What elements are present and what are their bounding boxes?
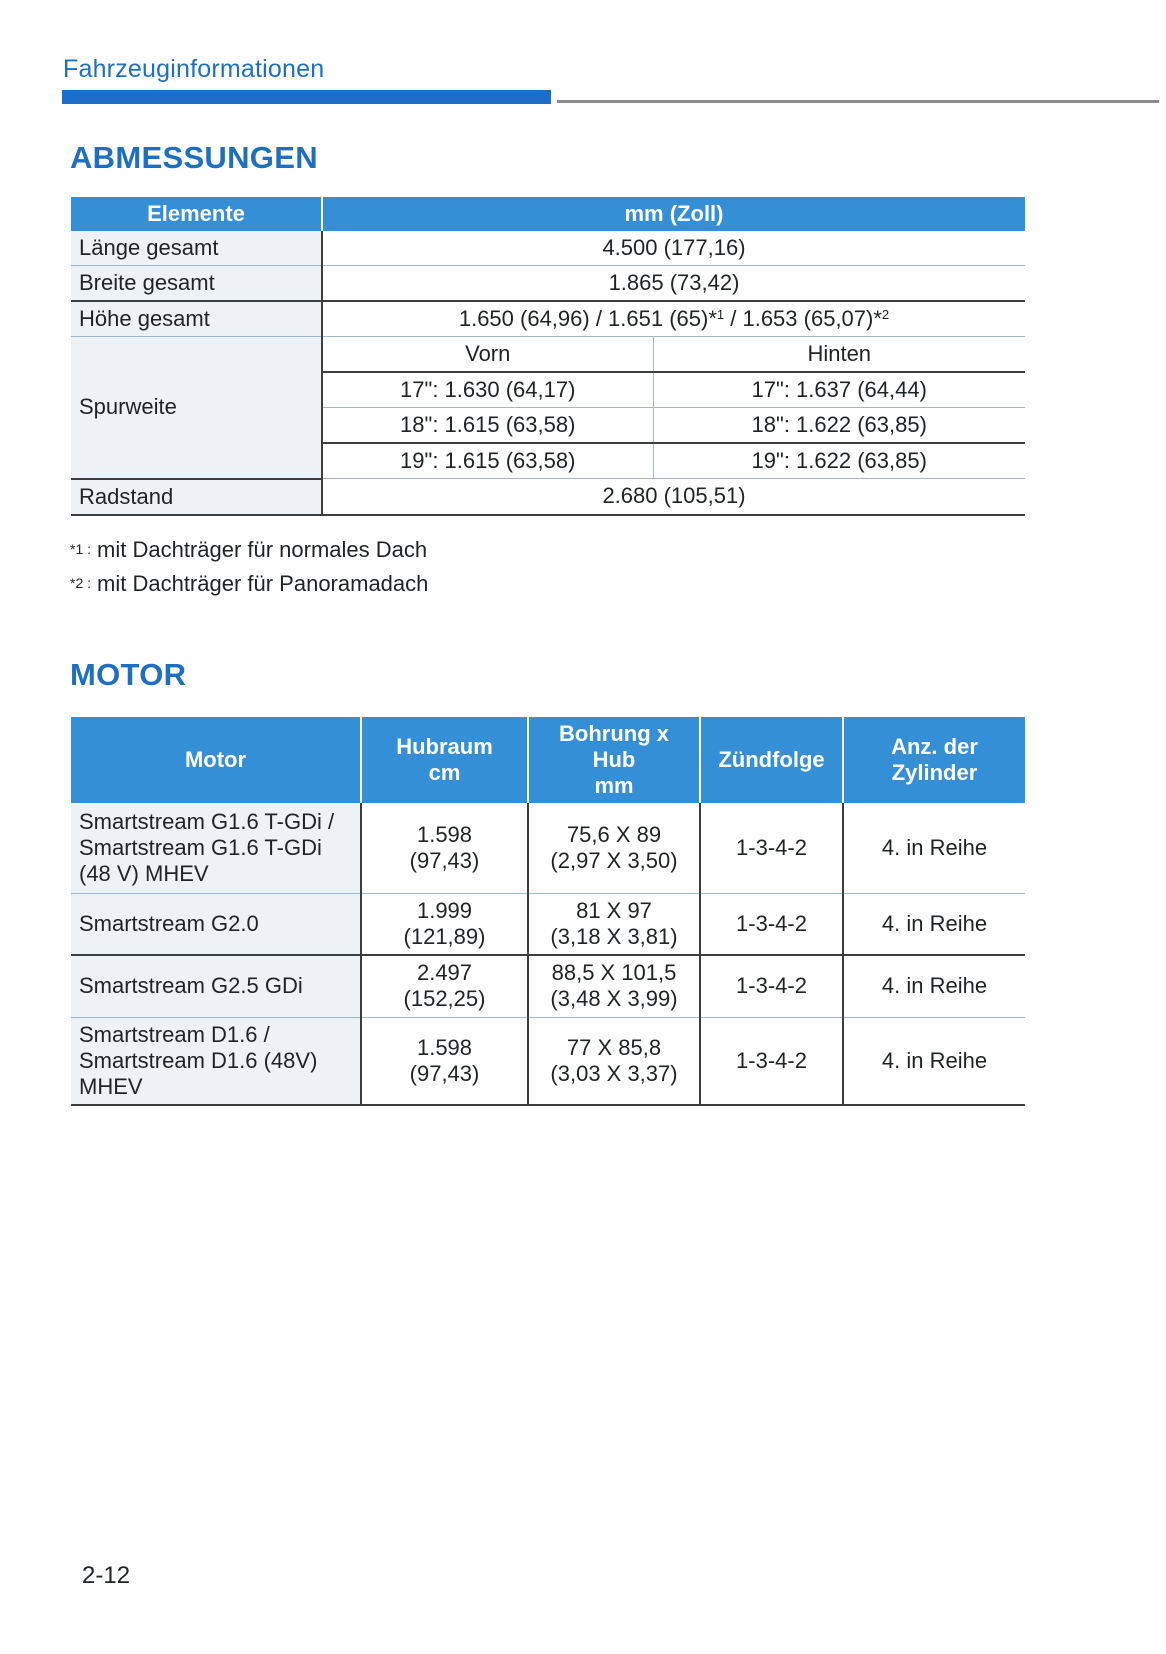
table-row <box>71 955 1025 1017</box>
value-line: 2.497 <box>416 960 473 986</box>
header-line: Anz. der <box>891 734 978 759</box>
value-line: (97,43) <box>409 1060 480 1086</box>
engine-bore-stroke <box>528 893 700 955</box>
engine-firing-order: 1-3-4-2 <box>700 1017 843 1105</box>
value-line: (3,03 X 3,37) <box>550 1060 678 1086</box>
dimensions-table <box>71 197 1025 516</box>
value-line: 75,6 X 89 <box>566 821 662 847</box>
engine-displacement <box>361 803 528 893</box>
value-line: 1.999 <box>416 897 473 923</box>
table-row <box>71 803 1025 893</box>
engine-bore-stroke <box>528 803 700 893</box>
table-header-row <box>71 717 1025 803</box>
engine-displacement <box>361 893 528 955</box>
column-header-displacement <box>361 717 528 803</box>
name-line: (48 V) MHEV <box>79 860 209 886</box>
header-rule <box>557 100 1159 103</box>
section-header: Fahrzeuginformationen <box>63 55 325 83</box>
header-line: Bohrung x <box>559 721 669 746</box>
engine-firing-order: 1-3-4-2 <box>700 955 843 1017</box>
engine-displacement <box>361 955 528 1017</box>
subheader-rear: Hinten <box>653 337 1025 373</box>
row-value-width: 1.865 (73,42) <box>322 266 1025 302</box>
track-rear-19: 19": 1.622 (63,85) <box>653 443 1025 479</box>
height-value-a: 1.650 (64,96) / 1.651 (65)* <box>458 306 717 331</box>
table-row <box>71 479 1025 515</box>
header-accent-bar <box>62 90 551 104</box>
column-header-motor: Motor <box>71 717 361 803</box>
header-line: Hub <box>592 747 636 772</box>
engine-bore-stroke <box>528 1017 700 1105</box>
footnote-text: mit Dachträger für Panoramadach <box>97 571 429 596</box>
value-line: 1.598 <box>416 1034 473 1060</box>
row-value-length: 4.500 (177,16) <box>322 231 1025 266</box>
value-line: 88,5 X 101,5 <box>551 960 677 986</box>
height-value-b: / 1.653 (65,07)* <box>724 306 882 331</box>
track-front-18: 18": 1.615 (63,58) <box>322 408 653 444</box>
engine-cylinders: 4. in Reihe <box>843 1017 1025 1105</box>
engine-name: Smartstream G2.5 GDi <box>71 955 361 1017</box>
track-rear-17: 17": 1.637 (64,44) <box>653 372 1025 408</box>
column-header-firing-order: Zündfolge <box>700 717 843 803</box>
table-row <box>71 231 1025 266</box>
row-label-wheelbase: Radstand <box>71 479 322 515</box>
table-row <box>71 301 1025 337</box>
engine-bore-stroke <box>528 955 700 1017</box>
engine-name <box>71 803 361 893</box>
header-line: mm <box>594 773 634 798</box>
value-line: (3,48 X 3,99) <box>550 986 678 1012</box>
dimensions-title: ABMESSUNGEN <box>70 140 318 175</box>
header-line: Hubraum <box>396 734 493 759</box>
column-header-cylinders <box>843 717 1025 803</box>
track-front-17: 17": 1.630 (64,17) <box>322 372 653 408</box>
value-line: (152,25) <box>403 986 486 1012</box>
engine-table <box>71 717 1025 1106</box>
column-header-elements: Elemente <box>71 197 322 231</box>
column-header-bore-stroke <box>528 717 700 803</box>
engine-title: MOTOR <box>70 657 187 692</box>
table-row <box>71 337 1025 373</box>
table-row <box>71 893 1025 955</box>
engine-name <box>71 1017 361 1105</box>
header-line: Zylinder <box>891 760 978 785</box>
value-line: 81 X 97 <box>576 897 652 923</box>
name-line: Smartstream G1.6 T-GDi <box>79 834 322 860</box>
table-row <box>71 266 1025 302</box>
value-line: 1.598 <box>416 821 473 847</box>
subheader-front: Vorn <box>322 337 653 373</box>
page-number: 2-12 <box>82 1562 131 1589</box>
footnote-2 <box>70 571 428 597</box>
engine-cylinders: 4. in Reihe <box>843 803 1025 893</box>
engine-displacement <box>361 1017 528 1105</box>
table-header-row <box>71 197 1025 231</box>
engine-name: Smartstream G2.0 <box>71 893 361 955</box>
footnote-ref-1: 1 <box>716 307 725 322</box>
name-line: MHEV <box>79 1073 143 1099</box>
row-value-height <box>322 301 1025 337</box>
engine-firing-order: 1-3-4-2 <box>700 893 843 955</box>
column-header-unit: mm (Zoll) <box>322 197 1025 231</box>
footnote-ref-2: 2 <box>881 307 890 322</box>
name-line: Smartstream G1.6 T-GDi / <box>79 808 335 834</box>
engine-cylinders: 4. in Reihe <box>843 955 1025 1017</box>
row-label-length: Länge gesamt <box>71 231 322 266</box>
footnote-1 <box>70 537 427 563</box>
row-label-width: Breite gesamt <box>71 266 322 302</box>
value-line: 77 X 85,8 <box>566 1034 662 1060</box>
table-row <box>71 1017 1025 1105</box>
track-front-19: 19": 1.615 (63,58) <box>322 443 653 479</box>
value-line: (121,89) <box>403 923 486 949</box>
value-line: (3,18 X 3,81) <box>550 923 678 949</box>
footnote-mark: *2 : <box>70 575 92 591</box>
name-line: Smartstream D1.6 / <box>79 1021 270 1047</box>
footnote-text: mit Dachträger für normales Dach <box>97 537 428 562</box>
row-label-track: Spurweite <box>71 337 322 479</box>
value-line: (97,43) <box>409 847 480 873</box>
engine-firing-order: 1-3-4-2 <box>700 803 843 893</box>
value-line: (2,97 X 3,50) <box>550 847 678 873</box>
row-label-height: Höhe gesamt <box>71 301 322 337</box>
track-rear-18: 18": 1.622 (63,85) <box>653 408 1025 444</box>
engine-cylinders: 4. in Reihe <box>843 893 1025 955</box>
header-line: cm <box>428 760 461 785</box>
footnote-mark: *1 : <box>70 541 92 557</box>
name-line: Smartstream D1.6 (48V) <box>79 1047 318 1073</box>
row-value-wheelbase: 2.680 (105,51) <box>322 479 1025 515</box>
